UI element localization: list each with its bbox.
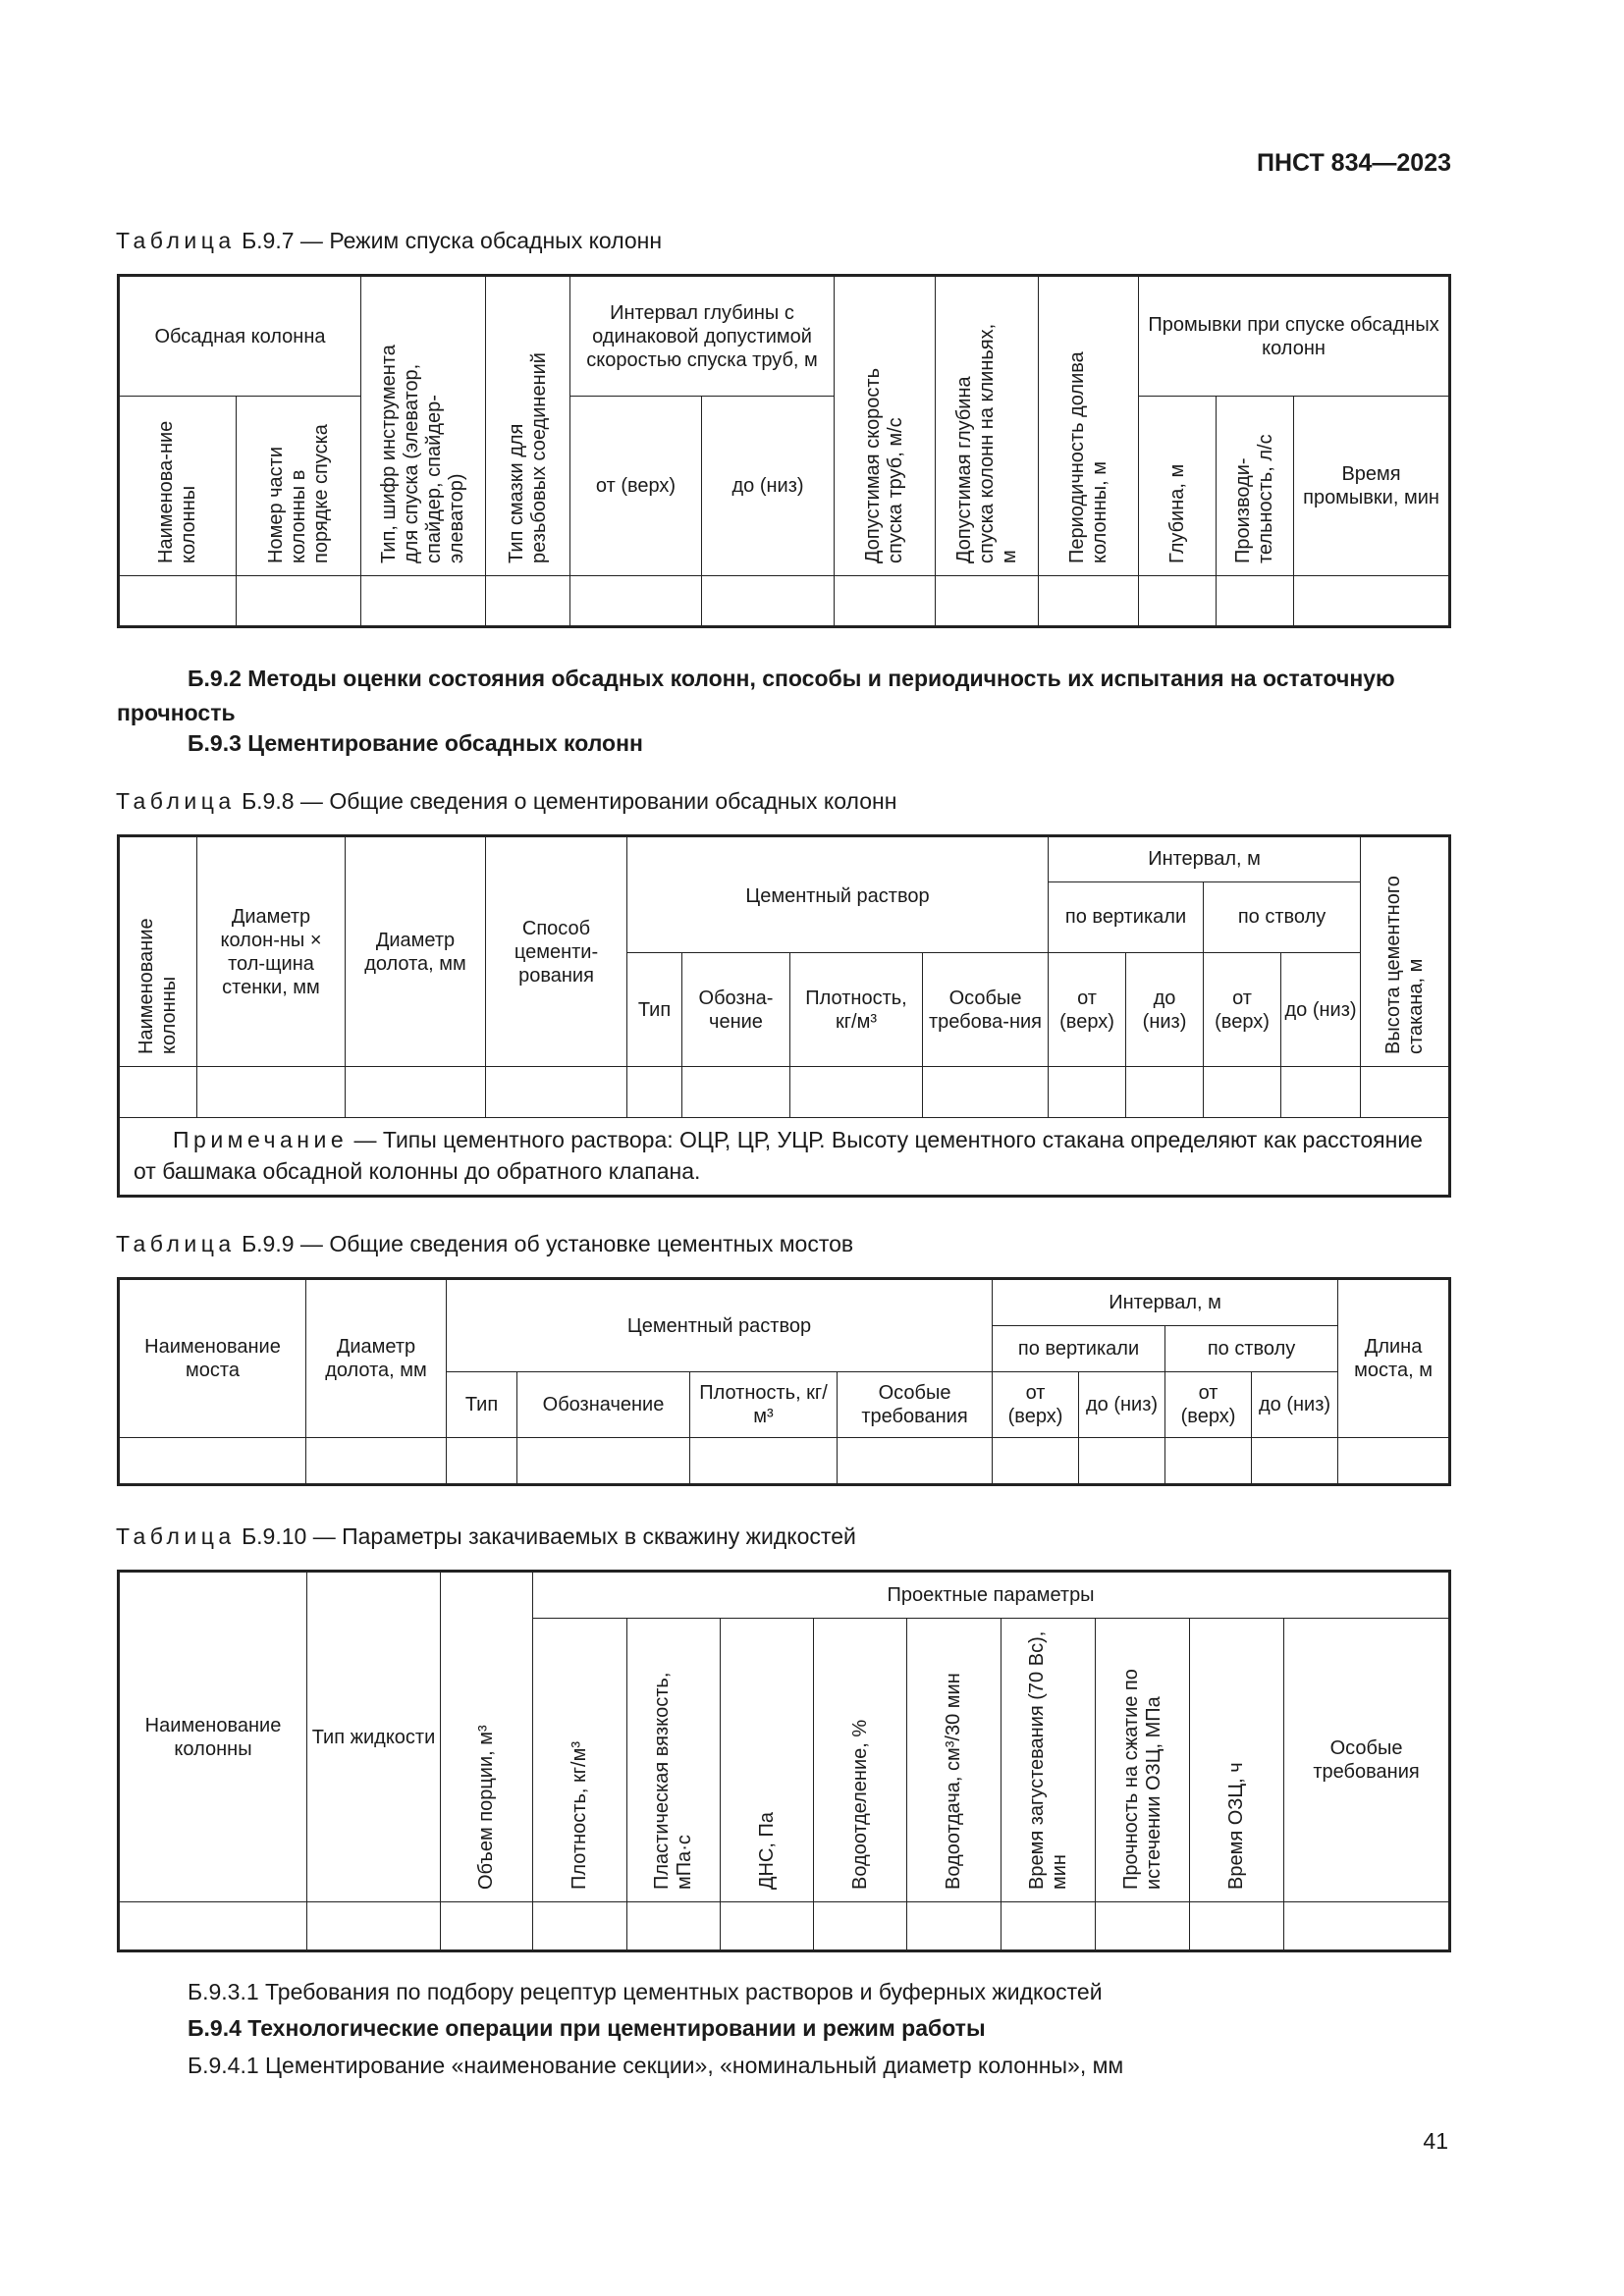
table-cell [1281, 1067, 1361, 1118]
table-cell [119, 1902, 307, 1951]
header-bore: по стволу [1204, 881, 1361, 952]
header-to-vert: до (низ) [1126, 953, 1204, 1067]
table-cell [1049, 1067, 1126, 1118]
table-cell [1001, 1902, 1096, 1951]
header-water-sep: Водоотделение, % [814, 1619, 907, 1902]
header-vert: по вертикали [1049, 881, 1204, 952]
table-cell [1217, 576, 1294, 627]
table-cell [814, 1902, 907, 1951]
header-to-vert: до (низ) [1079, 1372, 1165, 1438]
table-cell [627, 1902, 721, 1951]
header-interval: Интервал, м [993, 1279, 1338, 1326]
section-b93: Б.9.3 Цементирование обсадных колонн [188, 730, 643, 756]
table-cell [447, 1438, 517, 1485]
table-b910 [117, 1570, 1451, 1952]
header-fluid: Тип жидкости [307, 1572, 441, 1902]
table-cell [1165, 1438, 1252, 1485]
header-casing: Обсадная колонна [119, 276, 361, 397]
header-from-bore: от (верх) [1204, 953, 1281, 1067]
table-b99-caption [116, 1231, 853, 1257]
caption-text: Б.9.7 — Режим спуска обсадных колонн [242, 228, 663, 253]
table-cell [1204, 1067, 1281, 1118]
note-label: Примечание [173, 1127, 349, 1152]
table-row [119, 1438, 1450, 1485]
header-depth: Глубина, м [1139, 397, 1217, 576]
header-slurry: Цементный раствор [627, 836, 1049, 953]
header-type: Тип [627, 953, 682, 1067]
table-cell [570, 576, 702, 627]
table-cell [721, 1902, 814, 1951]
table-cell [486, 1067, 627, 1118]
table-cell [690, 1438, 838, 1485]
table-b97-caption [116, 228, 662, 254]
header-volume: Объем порции, м³ [441, 1572, 533, 1902]
header-lube: Тип смазки для резьбовых соединений [486, 276, 570, 576]
caption-label: Таблица [116, 1523, 236, 1549]
header-special: Особые требования [838, 1372, 993, 1438]
paragraph-b931: Б.9.3.1 Требования по подбору рецептур цементных растворов и буферных жидкостей [188, 1979, 1103, 2004]
table-row [119, 576, 1450, 627]
header-name: Наименование колонны [119, 836, 197, 1067]
table-cell [346, 1067, 486, 1118]
table-cell [682, 1067, 790, 1118]
table-cell [361, 576, 486, 627]
table-cell [1361, 1067, 1450, 1118]
header-interval: Интервал глубины с одинаковой допустимой скоростью спуска труб, м [570, 276, 835, 397]
table-cell [1096, 1902, 1190, 1951]
header-interval: Интервал, м [1049, 836, 1361, 882]
document-code: ПНСТ 834—2023 [1257, 149, 1451, 177]
header-from-vert: от (верх) [1049, 953, 1126, 1067]
table-cell [441, 1902, 533, 1951]
header-to-bore: до (низ) [1252, 1372, 1338, 1438]
header-water-loss: Водоотдача, см³/30 мин [907, 1619, 1001, 1902]
header-viscosity: Пластическая вязкость, мПа·с [627, 1619, 721, 1902]
header-depth-slips: Допустимая глубина спуска колонн на клиньях, м [936, 276, 1039, 576]
table-cell [307, 1902, 441, 1951]
table-cell [533, 1902, 627, 1951]
table-cell [1079, 1438, 1165, 1485]
header-from-vert: от (верх) [993, 1372, 1079, 1438]
table-cell [907, 1902, 1001, 1951]
header-flush: Промывки при спуске обсадных колонн [1139, 276, 1450, 397]
table-cell [1338, 1438, 1450, 1485]
header-vert: по вертикали [993, 1326, 1165, 1372]
section-b94: Б.9.4 Технологические операции при цементировании и режим работы [188, 2015, 986, 2041]
caption-label: Таблица [116, 1231, 236, 1256]
page-number: 41 [1423, 2128, 1448, 2154]
header-bore: по стволу [1165, 1326, 1338, 1372]
paragraph-b941: Б.9.4.1 Цементирование «наименование секции», «номинальный диаметр колонны», мм [188, 2053, 1124, 2078]
caption-text: Б.9.9 — Общие сведения об установке цементных мостов [242, 1231, 854, 1256]
header-desig: Обозна-чение [682, 953, 790, 1067]
table-cell [1294, 576, 1450, 627]
header-tool: Тип, шифр инструмента для спуска (элеватор, спайдер, спайдер-элеватор) [361, 276, 486, 576]
header-bit: Диаметр долота, мм [306, 1279, 447, 1438]
table-cell [1139, 576, 1217, 627]
header-diam: Диаметр колон-ны × тол-щина стенки, мм [197, 836, 346, 1067]
table-cell [702, 576, 835, 627]
table-cell [923, 1067, 1049, 1118]
header-density: Плотность, кг/м³ [533, 1619, 627, 1902]
header-desig: Обозначение [517, 1372, 690, 1438]
table-b98 [117, 834, 1451, 1198]
table-cell [835, 576, 936, 627]
table-b98-caption [116, 788, 896, 815]
section-b92: Б.9.2 Методы оценки состояния обсадных колонн, способы и периодичность их испытания на остаточную прочность [117, 666, 1395, 725]
table-cell [790, 1067, 923, 1118]
caption-text: Б.9.8 — Общие сведения о цементировании обсадных колонн [242, 788, 897, 814]
table-cell [627, 1067, 682, 1118]
table-cell [517, 1438, 690, 1485]
table-cell [838, 1438, 993, 1485]
header-to: до (низ) [702, 397, 835, 576]
header-thicken: Время загустевания (70 Вс), мин [1001, 1619, 1096, 1902]
table-cell [486, 576, 570, 627]
table-cell [119, 1067, 197, 1118]
table-row [119, 1067, 1450, 1118]
table-cell [119, 1438, 306, 1485]
header-special: Особые требования [1284, 1619, 1450, 1902]
header-from-bore: от (верх) [1165, 1372, 1252, 1438]
table-cell [936, 576, 1039, 627]
header-dns: ДНС, Па [721, 1619, 814, 1902]
table-cell [306, 1438, 447, 1485]
header-height: Высота цементного стакана, м [1361, 836, 1450, 1067]
table-cell [1126, 1067, 1204, 1118]
header-name: Наименование моста [119, 1279, 306, 1438]
table-cell [197, 1067, 346, 1118]
caption-text: Б.9.10 — Параметры закачиваемых в скважину жидкостей [242, 1523, 856, 1549]
table-cell [1039, 576, 1139, 627]
header-to-bore: до (низ) [1281, 953, 1361, 1067]
header-name: Наименование колонны [119, 1572, 307, 1902]
table-b99 [117, 1277, 1451, 1486]
table-cell [1190, 1902, 1284, 1951]
header-special: Особые требова-ния [923, 953, 1049, 1067]
header-name: Наименова-ние колонны [119, 397, 237, 576]
header-density: Плотность, кг/м³ [790, 953, 923, 1067]
header-from: от (верх) [570, 397, 702, 576]
table-cell [237, 576, 361, 627]
caption-label: Таблица [116, 228, 236, 253]
header-time: Время промывки, мин [1294, 397, 1450, 576]
table-cell [119, 576, 237, 627]
header-rate: Производи-тельность, л/с [1217, 397, 1294, 576]
header-type: Тип [447, 1372, 517, 1438]
table-row [119, 1902, 1450, 1951]
table-b97 [117, 274, 1451, 628]
header-part: Номер части колонны в порядке спуска [237, 397, 361, 576]
header-density: Плотность, кг/м³ [690, 1372, 838, 1438]
table-cell [1252, 1438, 1338, 1485]
header-bit: Диаметр долота, мм [346, 836, 486, 1067]
header-slurry: Цементный раствор [447, 1279, 993, 1372]
table-note [119, 1118, 1450, 1197]
note-text: — Типы цементного раствора: ОЦР, ЦР, УЦР. Высоту цементного стакана определяют как расстояние от башмака обсадной колонны до обратного клапана. [134, 1127, 1423, 1185]
header-ozc: Время ОЗЦ, ч [1190, 1619, 1284, 1902]
header-strength: Прочность на сжатие по истечении ОЗЦ, МПа [1096, 1619, 1190, 1902]
table-b910-caption [116, 1523, 856, 1550]
caption-label: Таблица [116, 788, 236, 814]
table-cell [993, 1438, 1079, 1485]
table-cell [1284, 1902, 1450, 1951]
header-project: Проектные параметры [533, 1572, 1450, 1619]
header-method: Способ цементи-рования [486, 836, 627, 1067]
header-fill: Периодичность долива колонны, м [1039, 276, 1139, 576]
header-speed: Допустимая скорость спуска труб, м/с [835, 276, 936, 576]
header-length: Длина моста, м [1338, 1279, 1450, 1438]
